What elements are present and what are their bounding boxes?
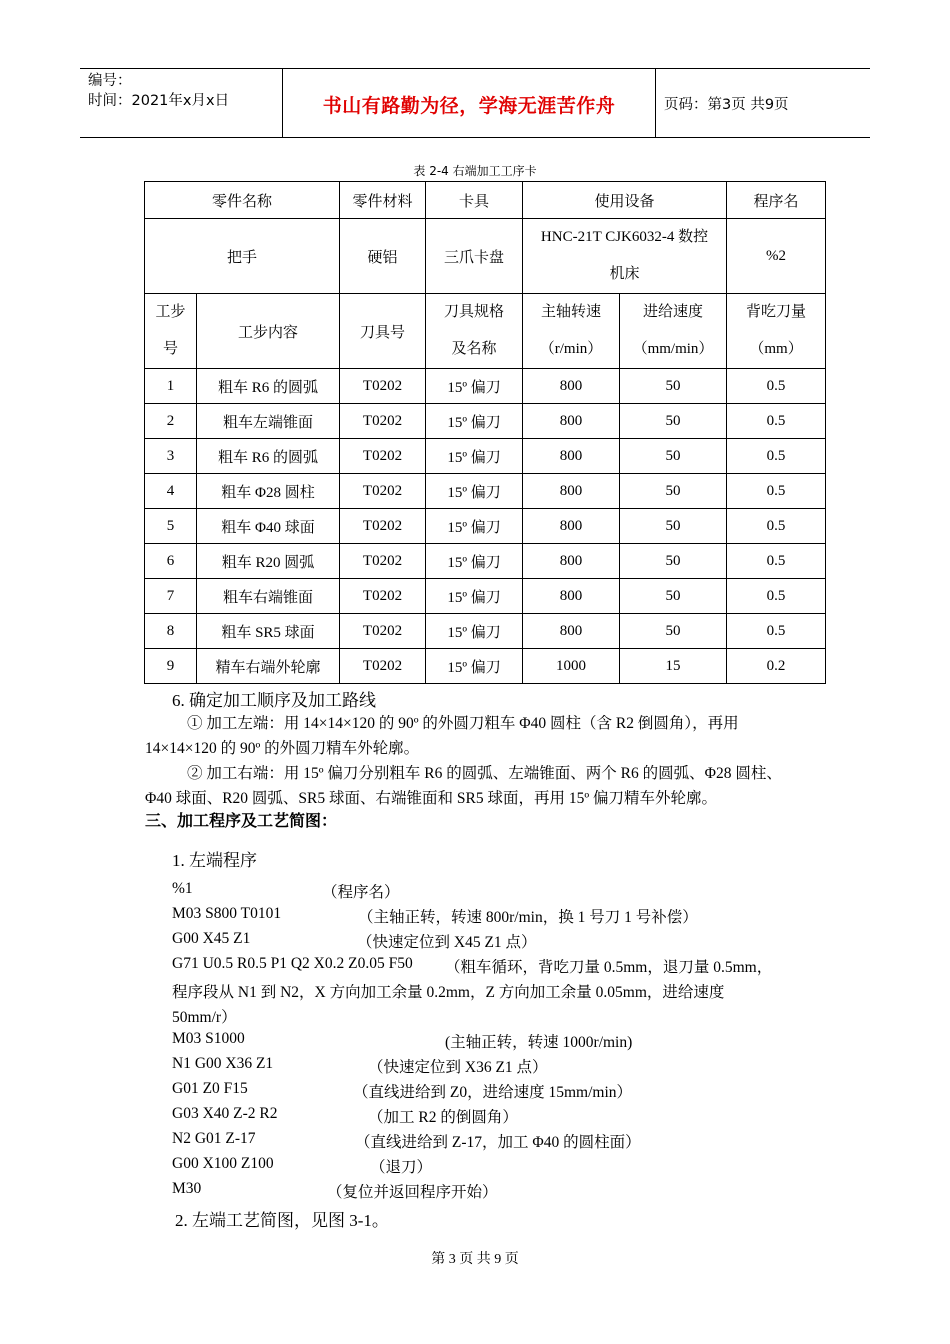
info-equipment bbox=[523, 219, 727, 294]
header-equipment: 使用设备 bbox=[523, 182, 727, 219]
cell-content: 粗车 Φ40 球面 bbox=[197, 509, 340, 544]
step-header-speed bbox=[523, 294, 620, 369]
program-comment: （快速定位到 X45 Z1 点） bbox=[357, 934, 537, 951]
section3-sub2: 2. 左端工艺简图，见图 3-1。 bbox=[175, 1211, 389, 1230]
cell-tool: T0202 bbox=[340, 579, 426, 614]
cell-spec: 15º 偏刀 bbox=[426, 544, 523, 579]
info-fixture: 三爪卡盘 bbox=[426, 219, 523, 294]
cell-depth: 0.2 bbox=[727, 649, 826, 684]
cell-content: 粗车右端锥面 bbox=[197, 579, 340, 614]
info-equipment-line2: 机床 bbox=[609, 266, 640, 282]
program-comment: （复位并返回程序开始） bbox=[327, 1184, 498, 1201]
section3-title: 三、加工程序及工艺简图： bbox=[145, 811, 338, 830]
table-header-row bbox=[145, 182, 826, 219]
table-caption: 表 2-4 右端加工工序卡 bbox=[413, 164, 537, 178]
cell-content: 粗车 Φ28 圆柱 bbox=[197, 474, 340, 509]
program-comment: （退刀） bbox=[370, 1159, 433, 1176]
cell-tool: T0202 bbox=[340, 439, 426, 474]
cell-feed: 50 bbox=[620, 614, 727, 649]
cell-feed: 50 bbox=[620, 509, 727, 544]
cell-depth: 0.5 bbox=[727, 439, 826, 474]
process-card-table bbox=[144, 181, 826, 684]
cell-no: 1 bbox=[145, 369, 197, 404]
section6-item2-line2: Φ40 球面、R20 圆弧、SR5 球面、右端锥面和 SR5 球面，再用 15º 偏刀精车外轮廓。 bbox=[145, 790, 718, 807]
step-header-spec bbox=[426, 294, 523, 369]
program-code: G01 Z0 F15 bbox=[172, 1080, 248, 1097]
cell-spec: 15º 偏刀 bbox=[426, 404, 523, 439]
cell-tool: T0202 bbox=[340, 509, 426, 544]
header-part-name: 零件名称 bbox=[145, 182, 340, 219]
cell-tool: T0202 bbox=[340, 474, 426, 509]
section6-item1-line2: 14×14×120 的 90º 的外圆刀精车外轮廓。 bbox=[145, 740, 420, 757]
cell-depth: 0.5 bbox=[727, 614, 826, 649]
header-fixture: 卡具 bbox=[426, 182, 523, 219]
step-header-content: 工步内容 bbox=[197, 294, 340, 369]
cell-spec: 15º 偏刀 bbox=[426, 474, 523, 509]
table-row bbox=[145, 614, 826, 649]
cell-no: 3 bbox=[145, 439, 197, 474]
header-meta bbox=[88, 71, 278, 111]
cell-no: 4 bbox=[145, 474, 197, 509]
program-code: G03 X40 Z-2 R2 bbox=[172, 1105, 278, 1122]
cell-tool: T0202 bbox=[340, 649, 426, 684]
cell-content: 粗车 SR5 球面 bbox=[197, 614, 340, 649]
step-header-spec-line1: 刀具规格 bbox=[444, 304, 505, 320]
cell-no: 6 bbox=[145, 544, 197, 579]
program-comment: （加工 R2 的倒圆角） bbox=[368, 1109, 518, 1126]
cell-feed: 15 bbox=[620, 649, 727, 684]
program-code: %1 bbox=[172, 880, 193, 897]
header-material: 零件材料 bbox=[340, 182, 426, 219]
program-code: 程序段从 N1 到 N2，X 方向加工余量 0.2mm，Z 方向加工余量 0.05mm，进给速度 bbox=[172, 984, 725, 1001]
table-row bbox=[145, 404, 826, 439]
time-label: 时间：2021年x月x日 bbox=[88, 93, 230, 109]
cell-speed: 800 bbox=[523, 404, 620, 439]
cell-content: 粗车左端锥面 bbox=[197, 404, 340, 439]
table-row bbox=[145, 579, 826, 614]
cell-feed: 50 bbox=[620, 439, 727, 474]
cell-spec: 15º 偏刀 bbox=[426, 614, 523, 649]
program-comment: （直线进给到 Z-17，加工 Φ40 的圆柱面） bbox=[355, 1134, 641, 1151]
cell-speed: 800 bbox=[523, 509, 620, 544]
cell-depth: 0.5 bbox=[727, 509, 826, 544]
cell-spec: 15º 偏刀 bbox=[426, 649, 523, 684]
step-header-depth-line2: （mm） bbox=[749, 341, 803, 357]
info-material: 硬铝 bbox=[340, 219, 426, 294]
step-header-depth-line1: 背吃刀量 bbox=[746, 304, 807, 320]
program-code: G00 X100 Z100 bbox=[172, 1155, 274, 1172]
cell-no: 5 bbox=[145, 509, 197, 544]
cell-tool: T0202 bbox=[340, 369, 426, 404]
table-row bbox=[145, 474, 826, 509]
step-header-no-line2: 号 bbox=[162, 341, 178, 357]
cell-tool: T0202 bbox=[340, 544, 426, 579]
cell-depth: 0.5 bbox=[727, 544, 826, 579]
serial-label: 编号： bbox=[88, 73, 132, 89]
table-row bbox=[145, 369, 826, 404]
step-header-speed-line1: 主轴转速 bbox=[541, 304, 602, 320]
cell-feed: 50 bbox=[620, 404, 727, 439]
header-program: 程序名 bbox=[727, 182, 826, 219]
program-comment: (主轴正转，转速 1000r/min) bbox=[445, 1034, 633, 1051]
cell-feed: 50 bbox=[620, 544, 727, 579]
cell-no: 2 bbox=[145, 404, 197, 439]
cell-feed: 50 bbox=[620, 369, 727, 404]
info-program: %2 bbox=[727, 219, 826, 294]
cell-speed: 800 bbox=[523, 614, 620, 649]
cell-feed: 50 bbox=[620, 474, 727, 509]
info-part: 把手 bbox=[145, 219, 340, 294]
program-code: N1 G00 X36 Z1 bbox=[172, 1055, 274, 1072]
cell-speed: 800 bbox=[523, 439, 620, 474]
header-divider bbox=[655, 69, 656, 137]
program-code: N2 G01 Z-17 bbox=[172, 1130, 256, 1147]
table-row bbox=[145, 544, 826, 579]
cell-content: 精车右端外轮廓 bbox=[197, 649, 340, 684]
section6-item2-line1: ② 加工右端：用 15º 偏刀分别粗车 R6 的圆弧、左端锥面、两个 R6 的圆弧、Φ28 圆柱、 bbox=[187, 765, 782, 782]
cell-speed: 800 bbox=[523, 579, 620, 614]
program-code: G71 U0.5 R0.5 P1 Q2 X0.2 Z0.05 F50 bbox=[172, 955, 413, 972]
cell-content: 粗车 R6 的圆弧 bbox=[197, 439, 340, 474]
table-info-row bbox=[145, 219, 826, 294]
section6-item1-line1: ① 加工左端：用 14×14×120 的 90º 的外圆刀粗车 Φ40 圆柱（含 R2 倒圆角），再用 bbox=[187, 715, 739, 732]
step-header-speed-line2: （r/min） bbox=[539, 341, 603, 357]
program-code: M03 S1000 bbox=[172, 1030, 245, 1047]
table-row bbox=[145, 649, 826, 684]
step-header-depth bbox=[727, 294, 826, 369]
step-header-feed-line1: 进给速度 bbox=[643, 304, 704, 320]
cell-depth: 0.5 bbox=[727, 369, 826, 404]
program-code: M30 bbox=[172, 1180, 202, 1197]
program-comment: （主轴正转，转速 800r/min，换 1 号刀 1 号补偿） bbox=[358, 909, 698, 926]
cell-spec: 15º 偏刀 bbox=[426, 509, 523, 544]
cell-feed: 50 bbox=[620, 579, 727, 614]
program-comment: （程序名） bbox=[322, 884, 400, 901]
step-header-feed-line2: （mm/min） bbox=[632, 341, 714, 357]
page-header bbox=[80, 68, 870, 138]
cell-spec: 15º 偏刀 bbox=[426, 579, 523, 614]
section6-title: 6. 确定加工顺序及加工路线 bbox=[172, 691, 376, 710]
step-header-feed bbox=[620, 294, 727, 369]
cell-no: 9 bbox=[145, 649, 197, 684]
program-code: 50mm/r） bbox=[172, 1009, 237, 1026]
cell-tool: T0202 bbox=[340, 614, 426, 649]
program-comment: （粗车循环，背吃刀量 0.5mm，退刀量 0.5mm， bbox=[445, 959, 773, 976]
program-comment: （快速定位到 X36 Z1 点） bbox=[368, 1059, 548, 1076]
cell-speed: 800 bbox=[523, 474, 620, 509]
cell-content: 粗车 R20 圆弧 bbox=[197, 544, 340, 579]
program-code: M03 S800 T0101 bbox=[172, 905, 282, 922]
step-header-spec-line2: 及名称 bbox=[451, 341, 497, 357]
table-step-header-row bbox=[145, 294, 826, 369]
cell-spec: 15º 偏刀 bbox=[426, 439, 523, 474]
program-code: G00 X45 Z1 bbox=[172, 930, 251, 947]
step-rows bbox=[145, 369, 826, 684]
cell-spec: 15º 偏刀 bbox=[426, 369, 523, 404]
cell-depth: 0.5 bbox=[727, 474, 826, 509]
step-header-no bbox=[145, 294, 197, 369]
program-comment: （直线进给到 Z0，进给速度 15mm/min） bbox=[353, 1084, 633, 1101]
header-motto: 书山有路勤为径，学海无涯苦作舟 bbox=[322, 95, 616, 117]
page-footer: 第 3 页 共 9 页 bbox=[431, 1252, 519, 1267]
header-page-number: 页码：第3页 共9页 bbox=[664, 97, 789, 113]
cell-speed: 1000 bbox=[523, 649, 620, 684]
cell-no: 8 bbox=[145, 614, 197, 649]
section3-sub1: 1. 左端程序 bbox=[172, 851, 257, 870]
info-equipment-line1: HNC-21T CJK6032-4 数控 bbox=[540, 229, 709, 245]
step-header-no-line1: 工步 bbox=[155, 304, 186, 320]
cell-content: 粗车 R6 的圆弧 bbox=[197, 369, 340, 404]
cell-tool: T0202 bbox=[340, 404, 426, 439]
cell-speed: 800 bbox=[523, 544, 620, 579]
cell-depth: 0.5 bbox=[727, 579, 826, 614]
table-row bbox=[145, 439, 826, 474]
cell-no: 7 bbox=[145, 579, 197, 614]
cell-depth: 0.5 bbox=[727, 404, 826, 439]
step-header-tool-no: 刀具号 bbox=[340, 294, 426, 369]
table-row bbox=[145, 509, 826, 544]
cell-speed: 800 bbox=[523, 369, 620, 404]
